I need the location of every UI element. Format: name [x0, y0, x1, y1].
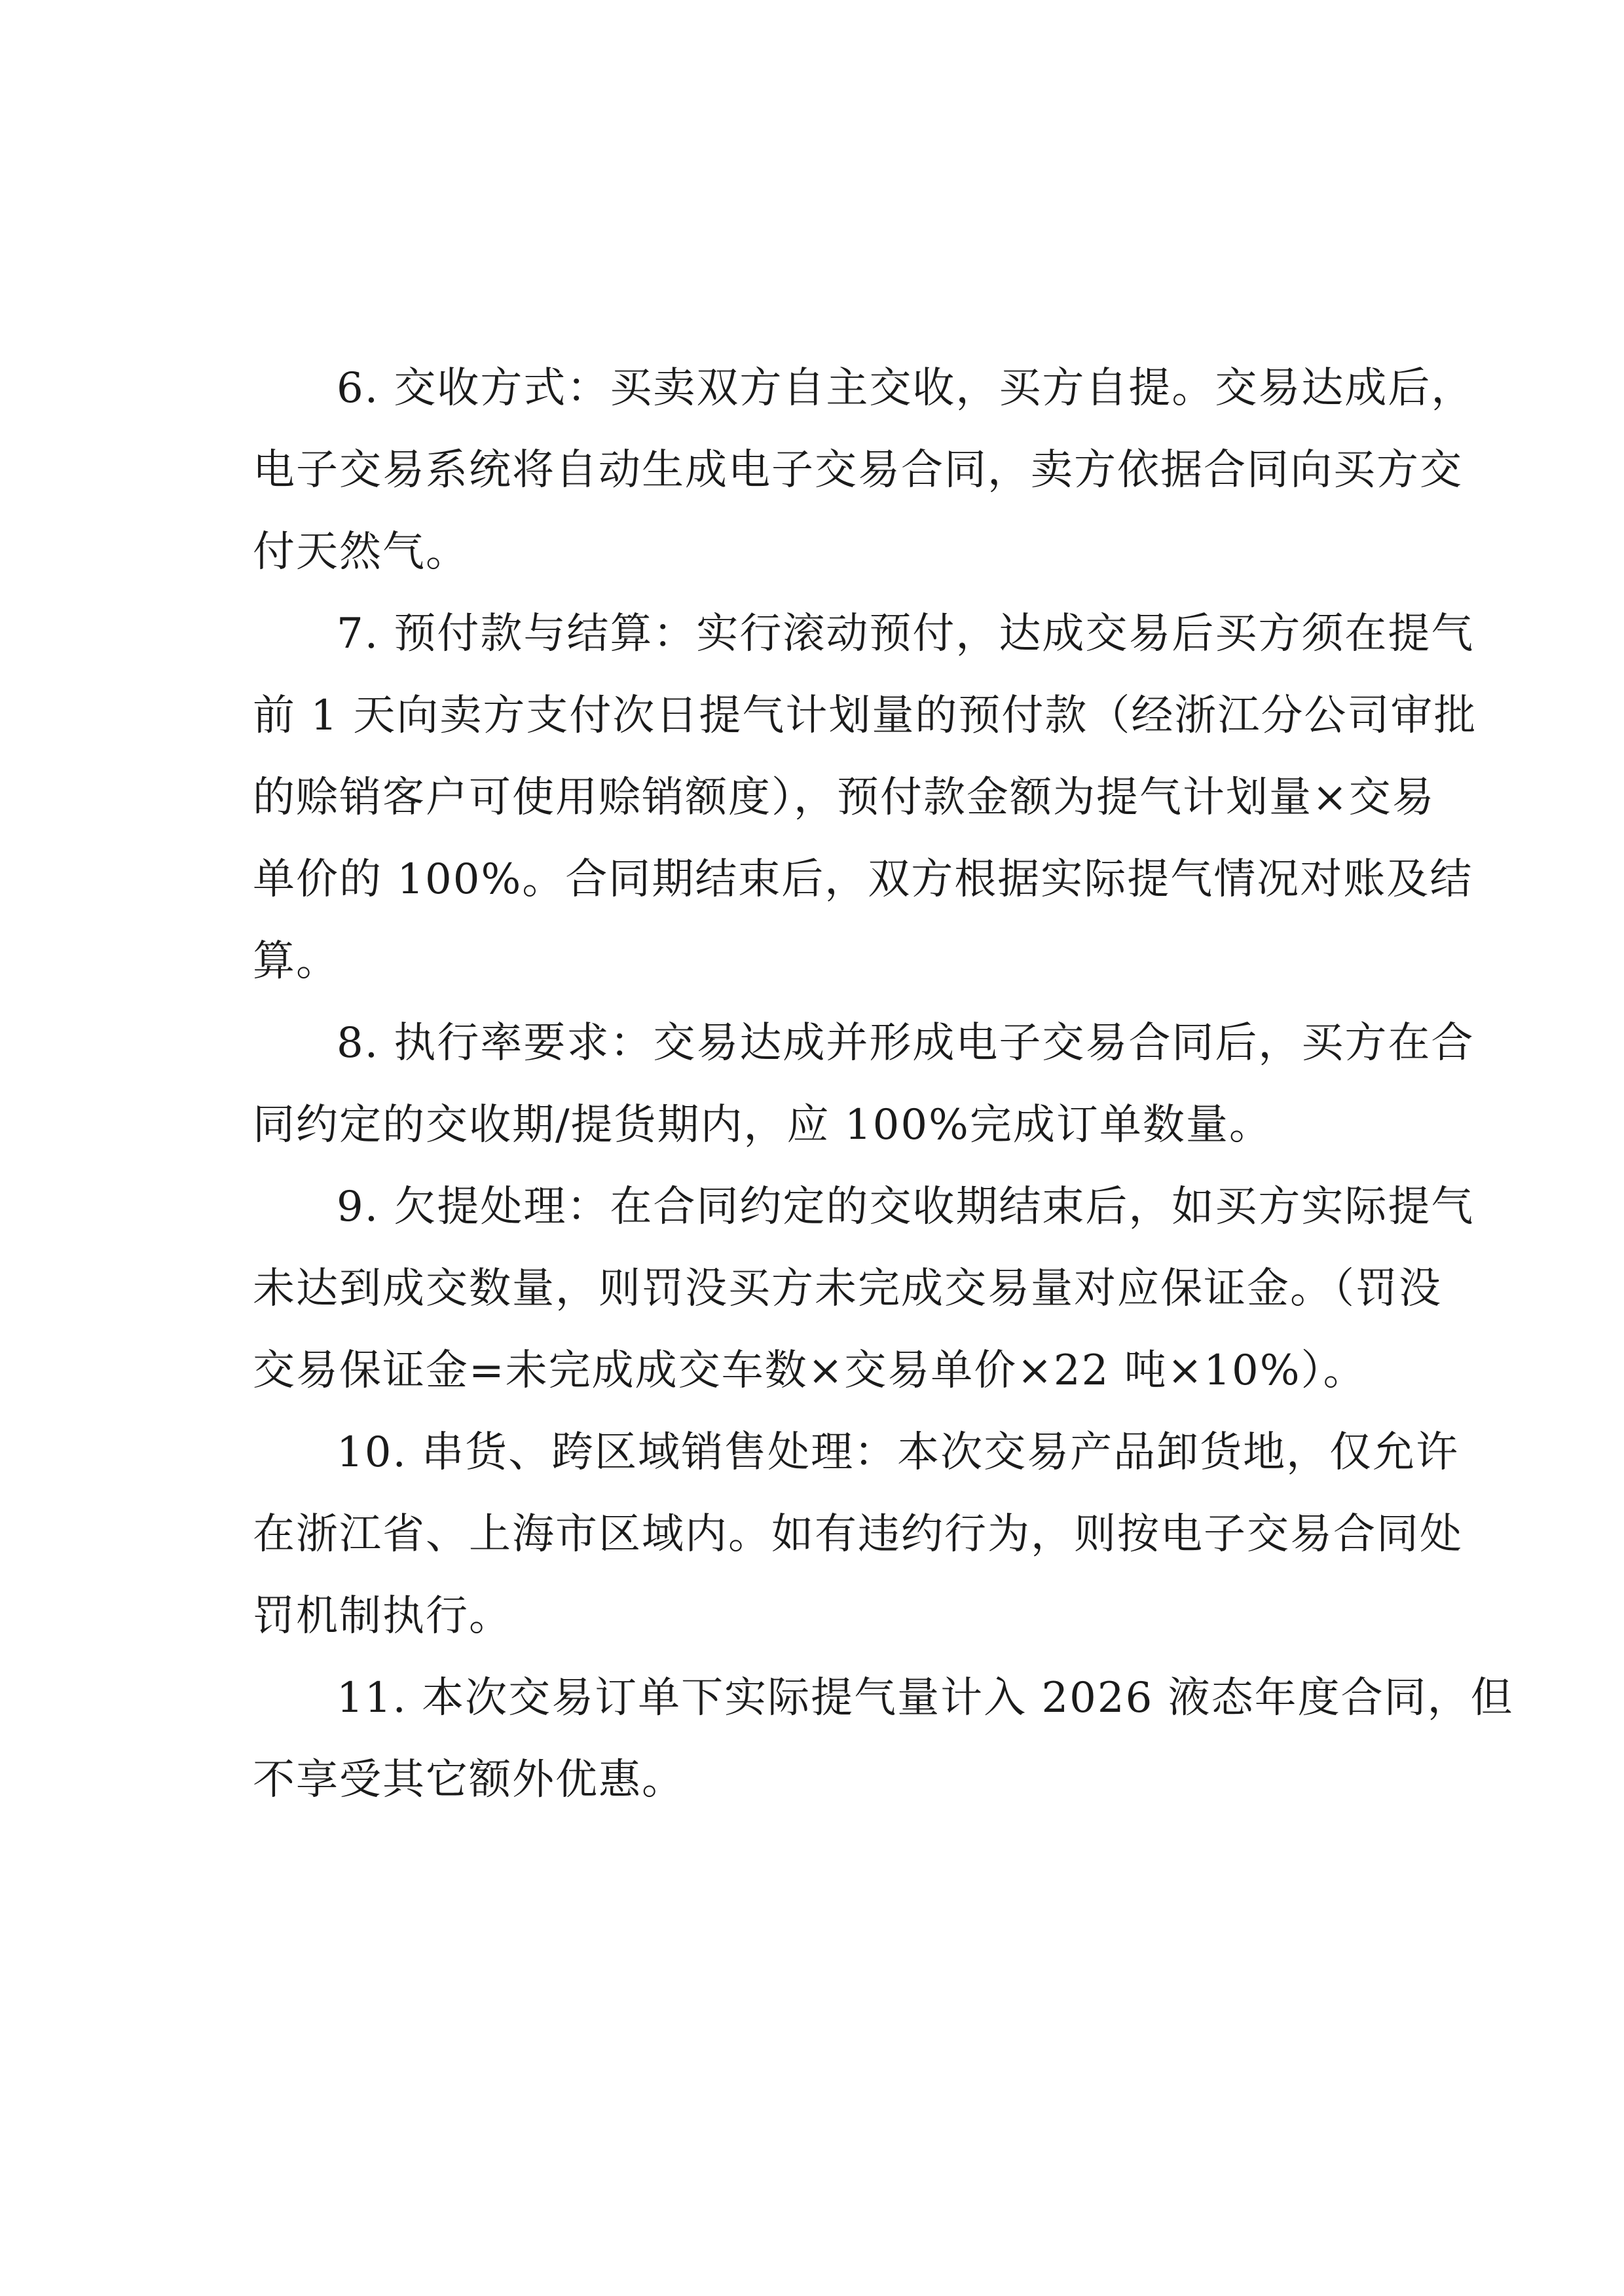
clause-10-line-1: 10. 串货、跨区域销售处理：本次交易产品卸货地，仅允许	[337, 1428, 1460, 1477]
clause-10-line-2: 在浙江省、上海市区域内。如有违约行为，则按电子交易合同处	[253, 1510, 1463, 1559]
clause-9-line-1: 9. 欠提处理：在合同约定的交收期结束后，如买方实际提气	[337, 1183, 1475, 1231]
clause-7-line-1: 7. 预付款与结算：实行滚动预付，达成交易后买方须在提气	[337, 610, 1475, 658]
clause-6	[253, 348, 1475, 593]
clause-11	[253, 1657, 1514, 1821]
clause-10	[253, 1412, 1463, 1657]
clause-9-line-3: 交易保证金=未完成成交车数×交易单价×22 吨×10%）。	[253, 1346, 1367, 1395]
clause-11-line-2: 不享受其它额外优惠。	[253, 1756, 685, 1804]
clause-7-line-5: 算。	[253, 937, 339, 986]
clause-8-line-1: 8. 执行率要求：交易达成并形成电子交易合同后，买方在合	[337, 1019, 1475, 1067]
clause-7-line-2: 前 1 天向卖方支付次日提气计划量的预付款（经浙江分公司审批	[253, 692, 1477, 740]
clause-8-line-2: 同约定的交收期/提货期内，应 100%完成订单数量。	[253, 1101, 1272, 1149]
clause-7	[253, 593, 1477, 1003]
document-body	[253, 348, 1514, 1821]
clause-6-line-3: 付天然气。	[253, 528, 469, 576]
clause-6-line-2: 电子交易系统将自动生成电子交易合同，卖方依据合同向买方交	[253, 446, 1463, 494]
clause-9-line-2: 未达到成交数量，则罚没买方未完成交易量对应保证金。（罚没	[253, 1265, 1442, 1313]
clause-6-line-1: 6. 交收方式：买卖双方自主交收，买方自提。交易达成后，	[337, 364, 1475, 413]
clause-10-line-3: 罚机制执行。	[253, 1592, 512, 1640]
clause-9	[253, 1166, 1475, 1412]
clause-11-line-1: 11. 本次交易订单下实际提气量计入 2026 液态年度合同，但	[337, 1674, 1514, 1722]
clause-8	[253, 1003, 1475, 1166]
clause-7-line-4: 单价的 100%。合同期结束后，双方根据实际提气情况对账及结	[253, 855, 1473, 904]
clause-7-line-3: 的赊销客户可使用赊销额度），预付款金额为提气计划量×交易	[253, 773, 1435, 822]
